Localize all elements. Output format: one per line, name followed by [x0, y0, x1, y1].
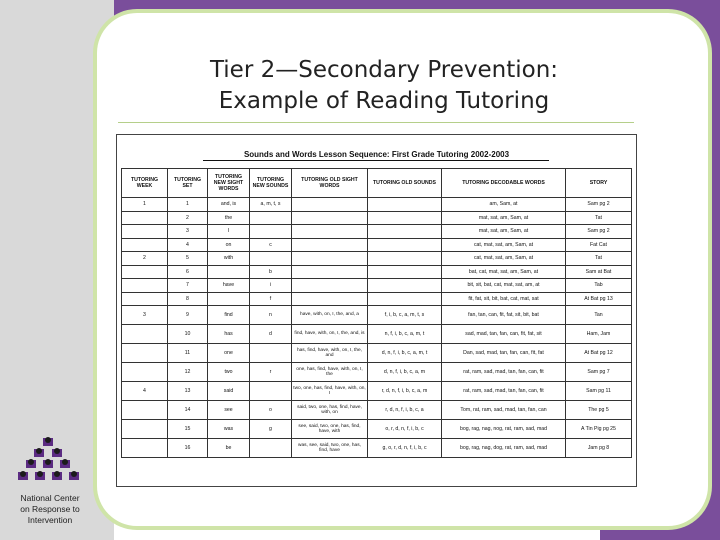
set-cell: 7 — [168, 279, 208, 293]
week-cell — [122, 344, 168, 363]
set-cell: 16 — [168, 439, 208, 458]
new-sight-words-cell: one — [208, 344, 250, 363]
header-cell: TUTORING OLD SIGHT WORDS — [292, 169, 368, 198]
set-cell: 13 — [168, 382, 208, 401]
story-cell: Fat Cat — [566, 238, 632, 252]
new-sounds-cell: f — [250, 292, 292, 306]
set-cell: 15 — [168, 420, 208, 439]
week-cell — [122, 363, 168, 382]
scanned-document — [116, 134, 637, 487]
week-cell — [122, 265, 168, 279]
lesson-sequence-table — [121, 168, 632, 458]
week-cell: 3 — [122, 306, 168, 325]
old-sounds-cell — [368, 225, 442, 239]
old-sounds-cell: r, d, n, f, i, b, c, a — [368, 401, 442, 420]
new-sounds-cell — [250, 344, 292, 363]
decodable-words-cell: mat, sat, am, Sam, at — [442, 225, 566, 239]
decodable-words-cell: rat, ram, sad, mad, tan, fan, can, fit — [442, 363, 566, 382]
table-row — [122, 198, 632, 212]
old-sight-words-cell — [292, 265, 368, 279]
week-cell — [122, 292, 168, 306]
new-sight-words-cell — [208, 292, 250, 306]
week-cell: 4 — [122, 382, 168, 401]
week-cell — [122, 279, 168, 293]
story-cell: Sam pg 2 — [566, 198, 632, 212]
old-sight-words-cell — [292, 198, 368, 212]
new-sight-words-cell: with — [208, 252, 250, 266]
old-sounds-cell: o, r, d, n, f, i, b, c — [368, 420, 442, 439]
header-cell: TUTORING OLD SOUNDS — [368, 169, 442, 198]
new-sounds-cell: g — [250, 420, 292, 439]
decodable-words-cell: fit, fat, sit, bit, bat, cat, mat, sat — [442, 292, 566, 306]
header-cell: TUTORING NEW SIGHT WORDS — [208, 169, 250, 198]
new-sounds-cell: c — [250, 238, 292, 252]
table-row — [122, 279, 632, 293]
slide-title-line-1: Tier 2—Secondary Prevention: — [209, 57, 559, 83]
set-cell: 14 — [168, 401, 208, 420]
new-sounds-cell: d — [250, 325, 292, 344]
old-sounds-cell — [368, 279, 442, 293]
old-sounds-cell: g, o, r, d, n, f, i, b, c — [368, 439, 442, 458]
decodable-words-cell: am, Sam, at — [442, 198, 566, 212]
header-cell: TUTORING WEEK — [122, 169, 168, 198]
new-sounds-cell — [250, 252, 292, 266]
set-cell: 5 — [168, 252, 208, 266]
set-cell: 2 — [168, 211, 208, 225]
week-cell — [122, 238, 168, 252]
decodable-words-cell: bog, rag, nag, nog, rat, ram, sad, mad — [442, 420, 566, 439]
header-cell: TUTORING SET — [168, 169, 208, 198]
new-sight-words-cell: said — [208, 382, 250, 401]
new-sounds-cell: r — [250, 363, 292, 382]
old-sounds-cell — [368, 211, 442, 225]
logo-caption — [0, 493, 100, 526]
new-sight-words-cell — [208, 265, 250, 279]
story-cell: Ham, Jam — [566, 325, 632, 344]
old-sounds-cell: r, d, n, f, i, b, c, a, m — [368, 382, 442, 401]
decodable-words-cell: mat, sat, am, Sam, at — [442, 211, 566, 225]
old-sounds-cell: d, n, f, i, b, c, a, m, t — [368, 344, 442, 363]
new-sounds-cell — [250, 439, 292, 458]
decodable-words-cell: bit, sit, bat, cat, mat, sat, am, at — [442, 279, 566, 293]
document-title: Sounds and Words Lesson Sequence: First Grade Tutoring 2002-2003 — [243, 150, 510, 159]
new-sounds-cell — [250, 225, 292, 239]
new-sight-words-cell: have — [208, 279, 250, 293]
old-sight-words-cell: has, find, have, with, on, I, the, and — [292, 344, 368, 363]
story-cell: The pg 5 — [566, 401, 632, 420]
old-sounds-cell — [368, 265, 442, 279]
new-sight-words-cell: find — [208, 306, 250, 325]
old-sounds-cell: f, i, b, c, a, m, t, s — [368, 306, 442, 325]
table-row — [122, 306, 632, 325]
old-sight-words-cell — [292, 252, 368, 266]
story-cell: Sam pg 2 — [566, 225, 632, 239]
decodable-words-cell: cat, mat, sat, am, Sam, at — [442, 238, 566, 252]
week-cell — [122, 439, 168, 458]
set-cell: 12 — [168, 363, 208, 382]
decodable-words-cell: cat, mat, sat, am, Sam, at — [442, 252, 566, 266]
new-sight-words-cell: has — [208, 325, 250, 344]
old-sight-words-cell — [292, 238, 368, 252]
logo-caption-line-3: Intervention — [27, 515, 73, 525]
week-cell — [122, 420, 168, 439]
old-sight-words-cell — [292, 211, 368, 225]
table-row — [122, 325, 632, 344]
table-row — [122, 401, 632, 420]
story-cell: Sam pg 11 — [566, 382, 632, 401]
old-sight-words-cell: have, with, on, I, the, and, a — [292, 306, 368, 325]
story-cell: Tat — [566, 252, 632, 266]
decodable-words-cell: fan, tan, can, fit, fat, sit, bit, bat — [442, 306, 566, 325]
new-sounds-cell: n — [250, 306, 292, 325]
set-cell: 3 — [168, 225, 208, 239]
set-cell: 9 — [168, 306, 208, 325]
old-sounds-cell — [368, 252, 442, 266]
story-cell: Jam pg 8 — [566, 439, 632, 458]
table-row — [122, 265, 632, 279]
new-sounds-cell — [250, 382, 292, 401]
decodable-words-cell: sad, mad, tan, fan, can, fit, fat, sit — [442, 325, 566, 344]
new-sounds-cell: o — [250, 401, 292, 420]
new-sight-words-cell: I — [208, 225, 250, 239]
table-row — [122, 211, 632, 225]
set-cell: 11 — [168, 344, 208, 363]
slide-title — [114, 55, 654, 117]
story-cell: Tab — [566, 279, 632, 293]
table-row — [122, 420, 632, 439]
story-cell: Tan — [566, 306, 632, 325]
table-body — [122, 198, 632, 458]
story-cell: Sam pg 7 — [566, 363, 632, 382]
decodable-words-cell: bog, rag, nag, dog, rat, ram, sad, mad — [442, 439, 566, 458]
new-sight-words-cell: be — [208, 439, 250, 458]
table-row — [122, 363, 632, 382]
new-sounds-cell: a, m, t, s — [250, 198, 292, 212]
table-header-row — [122, 169, 632, 198]
old-sounds-cell — [368, 198, 442, 212]
week-cell — [122, 401, 168, 420]
old-sight-words-cell — [292, 292, 368, 306]
slide-title-line-2: Example of Reading Tutoring — [218, 88, 550, 114]
old-sight-words-cell: see, said, two, one, has, find, have, with — [292, 420, 368, 439]
old-sounds-cell: n, f, i, b, c, a, m, t — [368, 325, 442, 344]
old-sight-words-cell — [292, 225, 368, 239]
week-cell — [122, 211, 168, 225]
header-cell: STORY — [566, 169, 632, 198]
old-sounds-cell: d, n, f, i, b, c, a, m — [368, 363, 442, 382]
week-cell: 1 — [122, 198, 168, 212]
table-row — [122, 292, 632, 306]
old-sight-words-cell: find, have, with, on, I, the, and, is — [292, 325, 368, 344]
week-cell: 2 — [122, 252, 168, 266]
old-sight-words-cell: two, one, has, find, have, with, on, I — [292, 382, 368, 401]
new-sight-words-cell: on — [208, 238, 250, 252]
story-cell: At Bat pg 12 — [566, 344, 632, 363]
new-sounds-cell: i — [250, 279, 292, 293]
header-cell: TUTORING DECODABLE WORDS — [442, 169, 566, 198]
new-sounds-cell — [250, 211, 292, 225]
old-sight-words-cell: said, two, one, has, find, have, with, on — [292, 401, 368, 420]
set-cell: 6 — [168, 265, 208, 279]
table-row — [122, 225, 632, 239]
week-cell — [122, 225, 168, 239]
header-cell: TUTORING NEW SOUNDS — [250, 169, 292, 198]
new-sight-words-cell: and, is — [208, 198, 250, 212]
old-sight-words-cell: was, see, said, two, one, has, find, have — [292, 439, 368, 458]
nc-rti-logo-icon — [18, 436, 80, 484]
new-sight-words-cell: the — [208, 211, 250, 225]
decodable-words-cell: Tom, rat, ram, sad, mad, tan, fan, can — [442, 401, 566, 420]
new-sounds-cell: b — [250, 265, 292, 279]
set-cell: 8 — [168, 292, 208, 306]
old-sight-words-cell — [292, 279, 368, 293]
story-cell: At Bat pg 13 — [566, 292, 632, 306]
new-sight-words-cell: two — [208, 363, 250, 382]
new-sight-words-cell: was — [208, 420, 250, 439]
set-cell: 1 — [168, 198, 208, 212]
story-cell: A Tin Pig pg 25 — [566, 420, 632, 439]
document-title-underline — [203, 160, 549, 161]
old-sight-words-cell: one, has, find, have, with, on, I, the — [292, 363, 368, 382]
decodable-words-cell: bat, cat, mat, sat, am, Sam, at — [442, 265, 566, 279]
table-row — [122, 252, 632, 266]
table-row — [122, 238, 632, 252]
week-cell — [122, 325, 168, 344]
old-sounds-cell — [368, 292, 442, 306]
set-cell: 4 — [168, 238, 208, 252]
decodable-words-cell: Dan, sad, mad, tan, fan, can, fit, fat — [442, 344, 566, 363]
old-sounds-cell — [368, 238, 442, 252]
decodable-words-cell: rat, ram, sad, mad, tan, fan, can, fit — [442, 382, 566, 401]
table-row — [122, 439, 632, 458]
logo-caption-line-2: on Response to — [20, 504, 80, 514]
story-cell: Sam at Bat — [566, 265, 632, 279]
title-divider — [118, 122, 634, 123]
table-row — [122, 344, 632, 363]
table-row — [122, 382, 632, 401]
story-cell: Tat — [566, 211, 632, 225]
logo-caption-line-1: National Center — [20, 493, 80, 503]
set-cell: 10 — [168, 325, 208, 344]
new-sight-words-cell: see — [208, 401, 250, 420]
